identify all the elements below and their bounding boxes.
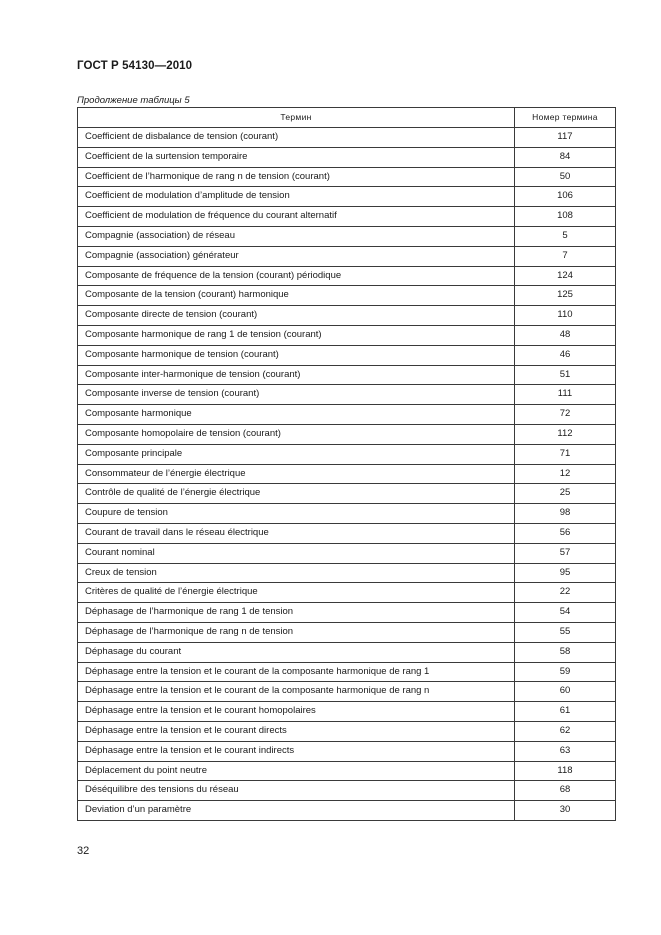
table-row bbox=[78, 583, 616, 603]
table-row bbox=[78, 761, 616, 781]
term-cell: Creux de tension bbox=[78, 563, 515, 583]
term-cell: Composante directe de tension (courant) bbox=[78, 306, 515, 326]
table-row bbox=[78, 801, 616, 821]
column-header-number: Номер термина bbox=[515, 108, 616, 128]
term-number-cell: 68 bbox=[515, 781, 616, 801]
table-row bbox=[78, 345, 616, 365]
term-cell: Coupure de tension bbox=[78, 504, 515, 524]
table-row bbox=[78, 207, 616, 227]
term-number-cell: 62 bbox=[515, 721, 616, 741]
term-cell: Composante de la tension (courant) harmonique bbox=[78, 286, 515, 306]
term-number-cell: 71 bbox=[515, 444, 616, 464]
term-cell: Contrôle de qualité de l’énergie électrique bbox=[78, 484, 515, 504]
table-row bbox=[78, 226, 616, 246]
term-cell: Compagnie (association) générateur bbox=[78, 246, 515, 266]
term-number-cell: 63 bbox=[515, 741, 616, 761]
term-number-cell: 111 bbox=[515, 385, 616, 405]
table-row bbox=[78, 424, 616, 444]
table-row bbox=[78, 167, 616, 187]
term-cell: Composante homopolaire de tension (courant) bbox=[78, 424, 515, 444]
term-number-cell: 30 bbox=[515, 801, 616, 821]
term-cell: Courant nominal bbox=[78, 543, 515, 563]
term-number-cell: 46 bbox=[515, 345, 616, 365]
table-caption: Продолжение таблицы 5 bbox=[77, 95, 190, 106]
table-row bbox=[78, 365, 616, 385]
table-row bbox=[78, 464, 616, 484]
term-cell: Déphasage entre la tension et le courant directs bbox=[78, 721, 515, 741]
term-cell: Déphasage entre la tension et le courant de la composante harmonique de rang n bbox=[78, 682, 515, 702]
term-cell: Déphasage du courant bbox=[78, 642, 515, 662]
table-row bbox=[78, 306, 616, 326]
table-row bbox=[78, 622, 616, 642]
term-cell: Déphasage entre la tension et le courant indirects bbox=[78, 741, 515, 761]
table-header-row bbox=[78, 108, 616, 128]
table-row bbox=[78, 741, 616, 761]
table-row bbox=[78, 523, 616, 543]
term-cell: Courant de travail dans le réseau électrique bbox=[78, 523, 515, 543]
table-row bbox=[78, 444, 616, 464]
term-number-cell: 108 bbox=[515, 207, 616, 227]
term-cell: Déplacement du point neutre bbox=[78, 761, 515, 781]
table-header bbox=[78, 108, 616, 128]
table-row bbox=[78, 603, 616, 623]
term-number-cell: 7 bbox=[515, 246, 616, 266]
term-number-cell: 118 bbox=[515, 761, 616, 781]
term-cell: Composante inter-harmonique de tension (courant) bbox=[78, 365, 515, 385]
table-row bbox=[78, 702, 616, 722]
term-number-cell: 72 bbox=[515, 405, 616, 425]
term-number-cell: 110 bbox=[515, 306, 616, 326]
term-cell: Composante inverse de tension (courant) bbox=[78, 385, 515, 405]
term-cell: Composante principale bbox=[78, 444, 515, 464]
term-cell: Coefficient de l’harmonique de rang n de tension (courant) bbox=[78, 167, 515, 187]
term-number-cell: 58 bbox=[515, 642, 616, 662]
term-number-cell: 84 bbox=[515, 147, 616, 167]
table-row bbox=[78, 246, 616, 266]
term-cell: Déphasage entre la tension et le courant homopolaires bbox=[78, 702, 515, 722]
term-cell: Composante harmonique bbox=[78, 405, 515, 425]
table-row bbox=[78, 504, 616, 524]
table-row bbox=[78, 325, 616, 345]
term-cell: Deviation d’un paramètre bbox=[78, 801, 515, 821]
table-row bbox=[78, 484, 616, 504]
term-number-cell: 112 bbox=[515, 424, 616, 444]
term-number-cell: 60 bbox=[515, 682, 616, 702]
table-row bbox=[78, 682, 616, 702]
table-row bbox=[78, 543, 616, 563]
table-row bbox=[78, 662, 616, 682]
term-number-cell: 5 bbox=[515, 226, 616, 246]
term-number-cell: 12 bbox=[515, 464, 616, 484]
term-number-cell: 51 bbox=[515, 365, 616, 385]
term-number-cell: 95 bbox=[515, 563, 616, 583]
term-number-cell: 56 bbox=[515, 523, 616, 543]
term-cell: Déséquilibre des tensions du réseau bbox=[78, 781, 515, 801]
term-cell: Critères de qualité de l’énergie électrique bbox=[78, 583, 515, 603]
table-row bbox=[78, 781, 616, 801]
term-cell: Coefficient de modulation de fréquence du courant alternatif bbox=[78, 207, 515, 227]
term-number-cell: 59 bbox=[515, 662, 616, 682]
table-row bbox=[78, 128, 616, 148]
term-number-cell: 106 bbox=[515, 187, 616, 207]
term-cell: Coefficient de la surtension temporaire bbox=[78, 147, 515, 167]
term-number-cell: 25 bbox=[515, 484, 616, 504]
table-row bbox=[78, 642, 616, 662]
term-cell: Déphasage de l’harmonique de rang n de tension bbox=[78, 622, 515, 642]
terms-table bbox=[77, 107, 616, 821]
term-number-cell: 50 bbox=[515, 167, 616, 187]
table-row bbox=[78, 147, 616, 167]
term-cell: Composante harmonique de tension (courant) bbox=[78, 345, 515, 365]
table-row bbox=[78, 405, 616, 425]
term-number-cell: 125 bbox=[515, 286, 616, 306]
term-number-cell: 54 bbox=[515, 603, 616, 623]
table-body bbox=[78, 128, 616, 821]
term-cell: Coefficient de modulation d’amplitude de tension bbox=[78, 187, 515, 207]
table-row bbox=[78, 721, 616, 741]
table-row bbox=[78, 286, 616, 306]
term-number-cell: 117 bbox=[515, 128, 616, 148]
table-row bbox=[78, 266, 616, 286]
term-cell: Déphasage de l’harmonique de rang 1 de tension bbox=[78, 603, 515, 623]
term-number-cell: 57 bbox=[515, 543, 616, 563]
table-row bbox=[78, 187, 616, 207]
page-number: 32 bbox=[77, 845, 90, 857]
term-cell: Consommateur de l’énergie électrique bbox=[78, 464, 515, 484]
term-cell: Coefficient de disbalance de tension (courant) bbox=[78, 128, 515, 148]
table-row bbox=[78, 563, 616, 583]
term-cell: Composante de fréquence de la tension (courant) périodique bbox=[78, 266, 515, 286]
table-row bbox=[78, 385, 616, 405]
term-number-cell: 124 bbox=[515, 266, 616, 286]
term-number-cell: 61 bbox=[515, 702, 616, 722]
term-number-cell: 22 bbox=[515, 583, 616, 603]
column-header-term: Термин bbox=[78, 108, 515, 128]
term-cell: Déphasage entre la tension et le courant de la composante harmonique de rang 1 bbox=[78, 662, 515, 682]
term-cell: Compagnie (association) de réseau bbox=[78, 226, 515, 246]
term-number-cell: 48 bbox=[515, 325, 616, 345]
term-number-cell: 55 bbox=[515, 622, 616, 642]
term-number-cell: 98 bbox=[515, 504, 616, 524]
document-standard-code: ГОСТ Р 54130—2010 bbox=[77, 60, 193, 72]
term-cell: Composante harmonique de rang 1 de tension (courant) bbox=[78, 325, 515, 345]
